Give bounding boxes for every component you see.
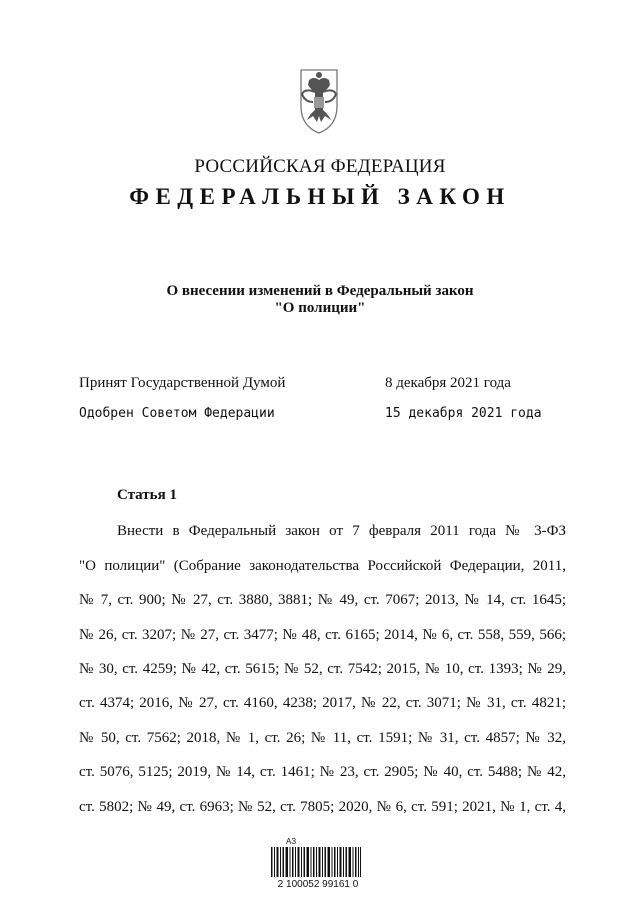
barcode — [271, 847, 361, 877]
adoption-row-council — [79, 406, 579, 421]
article-heading: Статья 1 — [117, 487, 177, 503]
article-text-line: № 7, ст. 900; № 27, ст. 3880, 3881; № 49, ст. 7067; 2013, № 14, ст. 1645; — [79, 592, 566, 608]
adoption-date: 15 декабря 2021 года — [385, 406, 542, 421]
article-text-line: № 30, ст. 4259; № 42, ст. 5615; № 52, ст. 7542; 2015, № 10, ст. 1393; № 29, — [79, 661, 566, 677]
article-text-line: Внести в Федеральный закон от 7 февраля 2011 года № 3-ФЗ — [117, 523, 566, 539]
adoption-row-duma — [79, 375, 579, 392]
country-name: РОССИЙСКАЯ ФЕДЕРАЦИЯ — [194, 156, 446, 177]
law-type: ФЕДЕРАЛЬНЫЙ ЗАКОН — [129, 184, 511, 209]
adoption-date: 8 декабря 2021 года — [385, 375, 511, 391]
article-text-line: ст. 5802; № 49, ст. 6963; № 52, ст. 7805; 2020, № 6, ст. 591; 2021, № 1, ст. 4, — [79, 799, 566, 815]
barcode-mark: АЗ — [286, 837, 297, 846]
article-text-line: № 50, ст. 7562; 2018, № 1, ст. 26; № 11, ст. 1591; № 31, ст. 4857; № 32, — [79, 730, 566, 746]
adoption-label: Принят Государственной Думой — [79, 375, 286, 391]
law-title-line-2: "О полиции" — [274, 300, 366, 316]
article-text-line: ст. 5076, 5125; 2019, № 14, ст. 1461; № 23, ст. 2905; № 40, ст. 5488; № 42, — [79, 764, 566, 780]
article-text-line: № 26, ст. 3207; № 27, ст. 3477; № 48, ст. 6165; 2014, № 6, ст. 558, 559, 566; — [79, 627, 566, 643]
adoption-label: Одобрен Советом Федерации — [79, 406, 275, 421]
article-text-line: ст. 4374; 2016, № 27, ст. 4160, 4238; 2017, № 22, ст. 3071; № 31, ст. 4821; — [79, 695, 566, 711]
coat-of-arms-icon — [287, 66, 351, 136]
article-text-line: "О полиции" (Собрание законодательства Российской Федерации, 2011, — [79, 558, 566, 574]
barcode-number: 2 100052 99161 0 — [277, 879, 359, 890]
law-title-line-1: О внесении изменений в Федеральный закон — [166, 283, 474, 299]
